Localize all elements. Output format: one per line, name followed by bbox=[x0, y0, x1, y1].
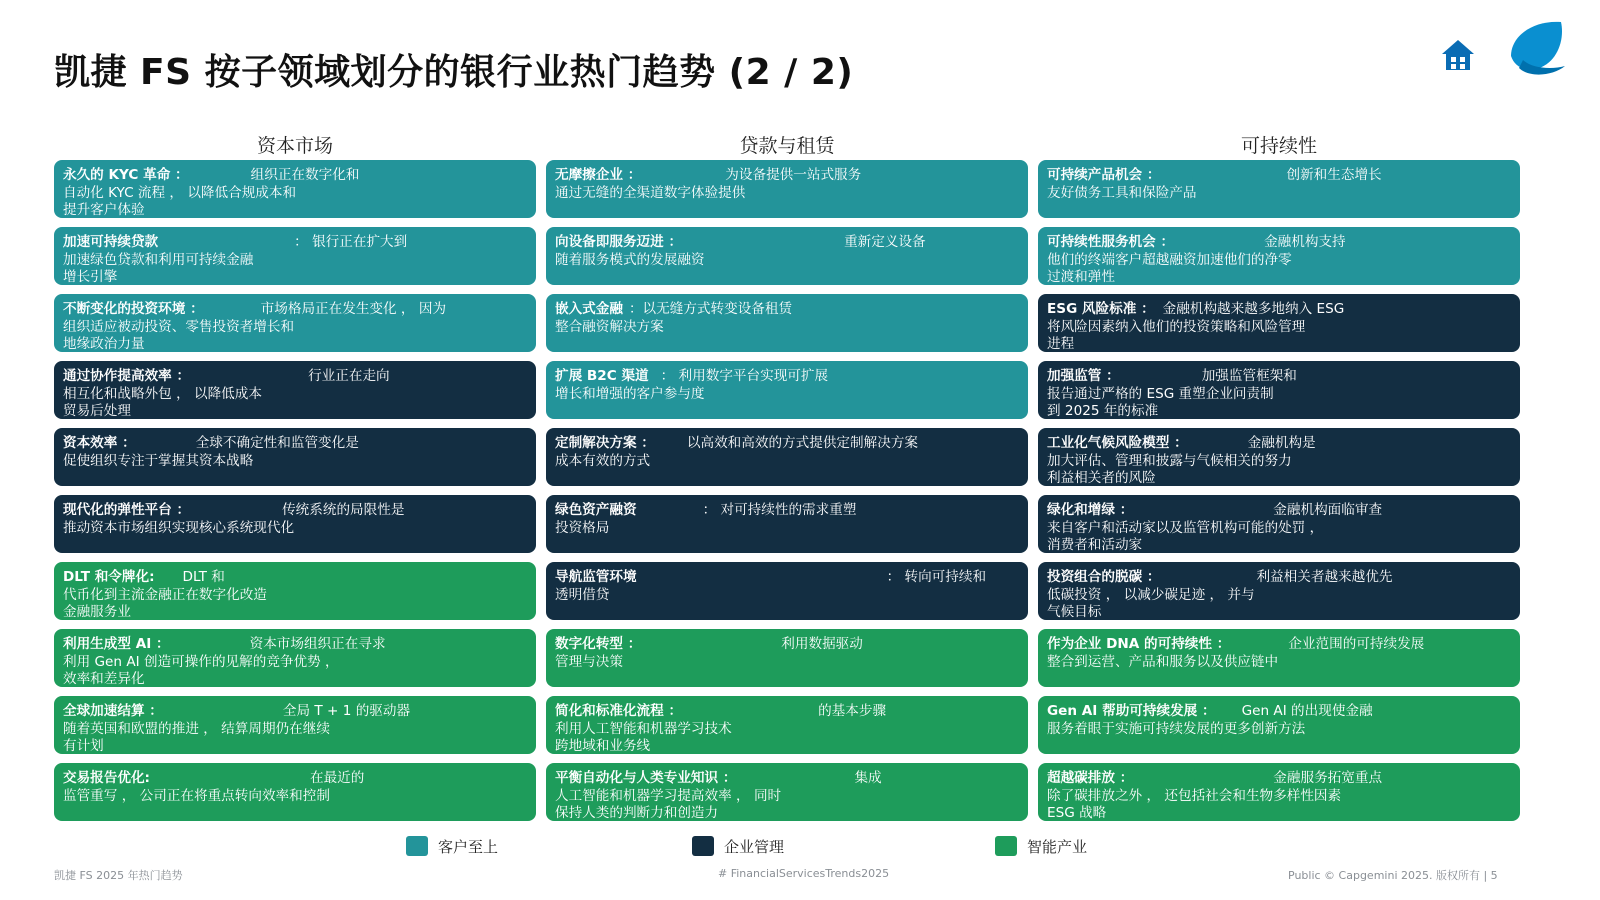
legend-swatch-green bbox=[995, 836, 1017, 856]
trend-card-line-1 bbox=[63, 368, 526, 386]
trend-card-line-1 bbox=[63, 770, 526, 788]
trend-card-line-1 bbox=[555, 636, 1018, 654]
trend-card-line-1 bbox=[1047, 569, 1510, 587]
trend-card bbox=[546, 428, 1028, 486]
trend-card-line-1 bbox=[63, 569, 526, 587]
trend-card-line-1 bbox=[63, 502, 526, 520]
trend-card-text: 金融机构支持 bbox=[1264, 234, 1346, 250]
trend-card-text: ： 银行正在扩大到 bbox=[294, 234, 408, 250]
trend-card-line-2: 代币化到主流金融正在数字化改造 bbox=[63, 586, 267, 603]
trend-card-title: Gen AI 帮助可持续发展 ： bbox=[1047, 703, 1216, 719]
trend-card-line-1 bbox=[63, 435, 526, 453]
trend-card-line-3: 贸易后处理 bbox=[63, 403, 131, 419]
trend-card-line-3: 到 2025 年的标准 bbox=[1047, 403, 1159, 419]
trend-card-line-2: 透明借贷 bbox=[555, 586, 610, 603]
trend-card-text: 在最近的 bbox=[310, 770, 365, 786]
trend-card-line-2: 增长和增强的客户参与度 bbox=[555, 385, 705, 402]
trend-card-line-2: 加大评估、管理和披露与气候相关的努力 bbox=[1047, 452, 1292, 469]
trend-card-text: 企业范围的可持续发展 bbox=[1288, 636, 1425, 652]
trend-card-line-1 bbox=[63, 636, 526, 654]
trend-card-line-1 bbox=[555, 234, 1018, 252]
trend-card bbox=[546, 227, 1028, 285]
trend-card-text: 重新定义设备 bbox=[844, 234, 926, 250]
trend-card bbox=[1038, 629, 1520, 687]
trend-card-title: 工业化气候风险模型 ： bbox=[1047, 435, 1188, 451]
trend-card-line-2: 低碳投资 ， 以减少碳足迹 ， 并与 bbox=[1047, 586, 1255, 603]
trend-card bbox=[546, 361, 1028, 419]
trend-card-line-1 bbox=[1047, 703, 1510, 721]
trend-card-text: DLT 和 bbox=[182, 569, 225, 585]
trend-card-title: 不断变化的投资环境 ： bbox=[63, 301, 204, 317]
trend-card-line-1 bbox=[555, 167, 1018, 185]
trend-card bbox=[1038, 428, 1520, 486]
column-heading-sustainability: 可持续性 bbox=[1240, 135, 1317, 157]
trend-card-title: 嵌入式金融 bbox=[555, 301, 623, 317]
trend-card-text: 市场格局正在发生变化 ， 因为 bbox=[260, 301, 447, 317]
trend-card-line-2: 通过无缝的全渠道数字体验提供 bbox=[555, 184, 746, 201]
trend-card bbox=[1038, 763, 1520, 821]
trend-card-line-2: 促使组织专注于掌握其资本战略 bbox=[63, 452, 254, 469]
trend-card bbox=[54, 361, 536, 419]
trend-card-line-3: 保持人类的判断力和创造力 bbox=[555, 805, 719, 821]
trend-card-line-2: 来自客户和活动家以及监管机构可能的处罚 ， bbox=[1047, 519, 1324, 536]
trend-card bbox=[1038, 495, 1520, 553]
home-icon[interactable] bbox=[1440, 38, 1476, 72]
trend-card-text: ： 利用数字平台实现可扩展 bbox=[660, 368, 829, 384]
trend-card-line-1 bbox=[63, 167, 526, 185]
trend-card-text: 组织正在数字化和 bbox=[250, 167, 360, 183]
trend-card bbox=[54, 428, 536, 486]
trend-card-text: 金融机构面临审查 bbox=[1273, 502, 1383, 518]
trend-card-line-1 bbox=[1047, 167, 1510, 185]
trend-card bbox=[546, 562, 1028, 620]
trend-card-line-1 bbox=[1047, 368, 1510, 386]
trend-card-title: 平衡自动化与人类专业知识 ： bbox=[555, 770, 737, 786]
trend-card-line-2: 组织适应被动投资、零售投资者增长和 bbox=[63, 318, 295, 335]
trend-card-text: 创新和生态增长 bbox=[1286, 167, 1382, 183]
trend-card-text: 资本市场组织正在寻求 bbox=[249, 636, 386, 652]
trend-card-line-2: 随着服务模式的发展融资 bbox=[555, 251, 705, 268]
trend-card bbox=[1038, 696, 1520, 754]
trend-card-title: 全球加速结算 ： bbox=[63, 703, 163, 719]
trend-card-text: 金融机构是 bbox=[1247, 435, 1316, 451]
trend-card-line-2: 加速绿色贷款和利用可持续金融 bbox=[63, 251, 254, 268]
legend-label: 企业管理 bbox=[724, 837, 785, 856]
footer-right: Public © Capgemini 2025. 版权所有 | 5 bbox=[1288, 869, 1498, 882]
trend-card-line-2: 服务着眼于实施可持续发展的更多创新方法 bbox=[1047, 720, 1306, 737]
trend-card bbox=[54, 696, 536, 754]
trend-card-line-1 bbox=[555, 502, 1018, 520]
trend-card-line-2: 投资格局 bbox=[555, 519, 610, 536]
trend-card-title: 永久的 KYC 革命 ： bbox=[63, 167, 189, 183]
column-heading-capital-markets: 资本市场 bbox=[256, 135, 333, 157]
trend-card-line-2: 友好债务工具和保险产品 bbox=[1047, 184, 1197, 201]
trend-card bbox=[546, 696, 1028, 754]
trend-card-text: 行业正在走向 bbox=[308, 368, 390, 384]
trend-card-line-3: 利益相关者的风险 bbox=[1047, 470, 1156, 486]
trend-card-line-3: 进程 bbox=[1047, 336, 1075, 352]
trend-card-line-3: 效率和差异化 bbox=[63, 671, 145, 687]
trend-card-line-3: 气候目标 bbox=[1047, 604, 1102, 620]
trend-card-text: 传统系统的局限性是 bbox=[282, 502, 405, 518]
trend-card-line-3: 过渡和弹性 bbox=[1047, 269, 1115, 285]
trend-card-line-2: 报告通过严格的 ESG 重塑企业问责制 bbox=[1047, 385, 1274, 402]
trend-card-line-2: 利用人工智能和机器学习技术 bbox=[555, 720, 732, 737]
trend-card-title: 定制解决方案 ： bbox=[555, 435, 655, 451]
trend-card bbox=[54, 763, 536, 821]
trend-card-line-1 bbox=[555, 435, 1018, 453]
trend-card-line-2: 监管重写 ， 公司正在将重点转向效率和控制 bbox=[63, 787, 330, 804]
trend-card bbox=[54, 227, 536, 285]
footer-left: 凯捷 FS 2025 年热门趋势 bbox=[54, 869, 183, 882]
trend-card-title: 简化和标准化流程 ： bbox=[555, 703, 683, 719]
trend-card-line-2: 他们的终端客户超越融资加速他们的净零 bbox=[1047, 251, 1292, 268]
legend-intelligent-industry bbox=[995, 836, 1087, 856]
trend-card-title: 无摩擦企业 ： bbox=[555, 167, 642, 183]
trend-card-text: 以高效和高效的方式提供定制解决方案 bbox=[686, 435, 918, 451]
trend-card-text: 利用数据驱动 bbox=[781, 636, 863, 652]
trend-card-line-2: 自动化 KYC 流程 ， 以降低合规成本和 bbox=[63, 184, 297, 201]
trend-card bbox=[546, 629, 1028, 687]
trend-card-line-3: 增长引擎 bbox=[63, 269, 118, 285]
trend-card-text: 利益相关者越来越优先 bbox=[1256, 569, 1393, 585]
trend-card bbox=[546, 763, 1028, 821]
trend-card-line-2: 将风险因素纳入他们的投资策略和风险管理 bbox=[1047, 318, 1306, 335]
trend-card-text: 全球不确定性和监管变化是 bbox=[195, 435, 359, 451]
footer-center: # FinancialServicesTrends2025 bbox=[718, 867, 890, 880]
trend-card-line-1 bbox=[1047, 502, 1510, 520]
trend-card-title: 绿色资产融资 bbox=[555, 502, 637, 518]
trend-card-title: 数字化转型 ： bbox=[555, 636, 642, 652]
trend-card-title: 现代化的弹性平台 ： bbox=[63, 502, 191, 518]
legend-label: 客户至上 bbox=[438, 837, 499, 856]
legend-swatch-navy bbox=[692, 836, 714, 856]
trend-card-text: 的基本步骤 bbox=[818, 703, 887, 719]
trend-card-title: 加速可持续贷款 bbox=[63, 234, 159, 250]
trend-card-line-3: 提升客户体验 bbox=[63, 202, 145, 218]
trend-card-line-3: 消费者和活动家 bbox=[1047, 537, 1143, 553]
trend-card-line-1 bbox=[1047, 435, 1510, 453]
trend-card-line-2: 随着英国和欧盟的推进 ， 结算周期仍在继续 bbox=[63, 720, 330, 737]
trend-card bbox=[54, 294, 536, 352]
trend-card bbox=[54, 629, 536, 687]
trend-card-title: 可持续性服务机会 ： bbox=[1047, 234, 1175, 250]
trend-card-text: 加强监管框架和 bbox=[1201, 368, 1297, 384]
trend-card bbox=[54, 160, 536, 218]
trend-card bbox=[1038, 361, 1520, 419]
trend-card-title: 扩展 B2C 渠道 bbox=[555, 368, 649, 384]
trend-card-title: 投资组合的脱碳 ： bbox=[1047, 569, 1161, 585]
trend-card-line-3: 有计划 bbox=[63, 738, 104, 754]
trend-card-text: Gen AI 的出现使金融 bbox=[1241, 703, 1373, 719]
trend-card-line-1 bbox=[1047, 234, 1510, 252]
trend-card bbox=[1038, 227, 1520, 285]
trend-card-text: ： 对可持续性的需求重塑 bbox=[702, 502, 857, 518]
trend-card-line-1 bbox=[555, 569, 1018, 587]
trend-card-line-2: 除了碳排放之外 ， 还包括社会和生物多样性因素 bbox=[1047, 787, 1342, 804]
trend-card-text: 金融服务拓宽重点 bbox=[1273, 770, 1383, 786]
legend-swatch-teal bbox=[406, 836, 428, 856]
trend-card-line-1 bbox=[63, 301, 526, 319]
trend-card-line-1 bbox=[555, 368, 1018, 386]
capgemini-spade-logo bbox=[1505, 18, 1569, 78]
trend-card bbox=[546, 294, 1028, 352]
column-heading-lending-leasing: 贷款与租赁 bbox=[739, 135, 835, 157]
trend-card bbox=[1038, 562, 1520, 620]
trend-card-text: ：以无缝方式转变设备租赁 bbox=[628, 301, 793, 317]
trend-card-text: 金融机构越来越多地纳入 ESG bbox=[1162, 301, 1345, 317]
trend-card-title: 向设备即服务迈进 ： bbox=[555, 234, 683, 250]
trend-card-line-1 bbox=[555, 770, 1018, 788]
page-title: 凯捷 FS 按子领域划分的银行业热门趋势 (2 / 2) bbox=[54, 52, 854, 93]
trend-card-text: 集成 bbox=[854, 770, 882, 786]
trend-card-line-1 bbox=[63, 703, 526, 721]
trend-card-line-1 bbox=[1047, 636, 1510, 654]
trend-card-title: 加强监管 ： bbox=[1047, 368, 1120, 384]
trend-card bbox=[546, 495, 1028, 553]
legend-enterprise-management bbox=[692, 836, 784, 856]
trend-card-line-3: ESG 战略 bbox=[1047, 805, 1107, 821]
trend-card-line-2: 人工智能和机器学习提高效率 ， 同时 bbox=[555, 787, 782, 804]
trend-card bbox=[546, 160, 1028, 218]
trend-card-title: DLT 和令牌化: bbox=[63, 569, 155, 585]
trend-card-title: 资本效率 ： bbox=[63, 435, 136, 451]
trend-card-title: 绿化和增绿 ： bbox=[1047, 502, 1134, 518]
trend-card-title: ESG 风险标准 ： bbox=[1047, 301, 1155, 317]
trend-card-title: 通过协作提高效率 ： bbox=[63, 368, 191, 384]
trend-card bbox=[54, 495, 536, 553]
trend-card-title: 交易报告优化: bbox=[63, 770, 150, 786]
trend-card-line-2: 成本有效的方式 bbox=[555, 452, 651, 469]
trend-card-text: ： 转向可持续和 bbox=[886, 569, 987, 585]
trend-card bbox=[1038, 160, 1520, 218]
trend-card-line-1 bbox=[1047, 770, 1510, 788]
trend-card-title: 作为企业 DNA 的可持续性 ： bbox=[1047, 636, 1231, 652]
legend-customer-first bbox=[406, 836, 498, 856]
trend-card-line-3: 金融服务业 bbox=[63, 604, 131, 620]
trend-card-text: 为设备提供一站式服务 bbox=[725, 167, 862, 183]
trend-card-line-2: 整合到运营、产品和服务以及供应链中 bbox=[1047, 653, 1279, 670]
trend-card-title: 可持续产品机会 ： bbox=[1047, 167, 1161, 183]
trend-card-title: 利用生成型 AI ： bbox=[63, 636, 170, 652]
trend-card-title: 超越碳排放 ： bbox=[1047, 770, 1134, 786]
trend-card-line-1 bbox=[555, 703, 1018, 721]
trend-card bbox=[1038, 294, 1520, 352]
trend-card-line-3: 跨地域和业务线 bbox=[555, 738, 651, 754]
trend-card-line-3: 地缘政治力量 bbox=[63, 336, 145, 352]
trend-card-line-2: 相互化和战略外包 ， 以降低成本 bbox=[63, 385, 262, 402]
legend-label: 智能产业 bbox=[1027, 837, 1088, 856]
trend-card-line-2: 管理与决策 bbox=[555, 653, 623, 670]
trend-card-title: 导航监管环境 bbox=[555, 569, 637, 585]
trend-card-line-2: 利用 Gen AI 创造可操作的见解的竞争优势 ， bbox=[63, 653, 339, 670]
trend-card-line-1 bbox=[555, 301, 1018, 319]
trend-card-text: 全局 T + 1 的驱动器 bbox=[282, 703, 411, 719]
trend-card-line-1 bbox=[1047, 301, 1510, 319]
trend-card-line-2: 整合融资解决方案 bbox=[555, 318, 664, 335]
trend-card bbox=[54, 562, 536, 620]
trend-card-line-1 bbox=[63, 234, 526, 252]
trend-card-line-2: 推动资本市场组织实现核心系统现代化 bbox=[63, 519, 295, 536]
